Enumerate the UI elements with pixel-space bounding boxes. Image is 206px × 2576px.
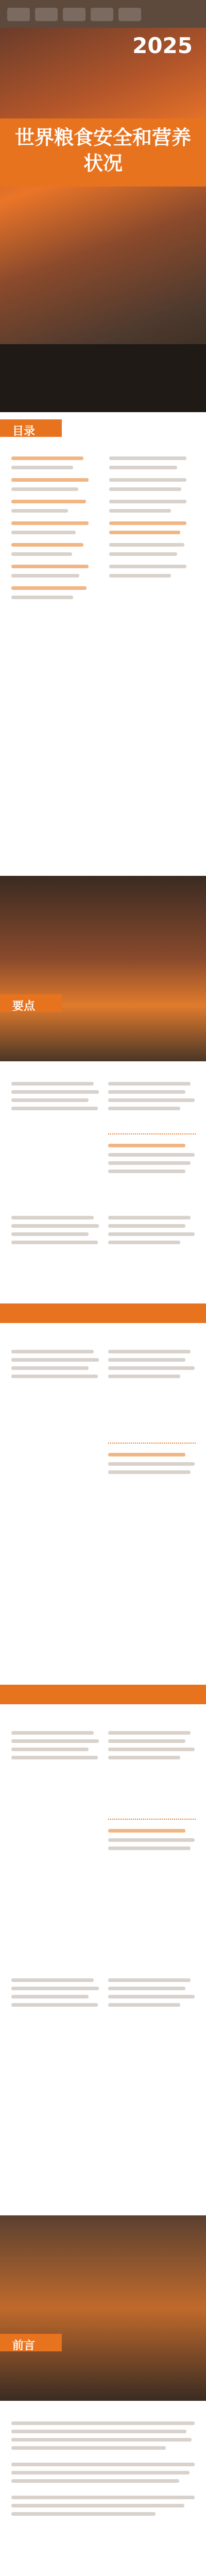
- highlight-ribbon: [0, 1303, 206, 1323]
- key-points-body: [0, 1061, 206, 2215]
- logo: [7, 8, 30, 21]
- logo: [35, 8, 58, 21]
- logo: [91, 8, 113, 21]
- table-of-contents: [0, 412, 206, 876]
- logo: [63, 8, 85, 21]
- cover-title: 世界粮食安全和营养状况: [14, 126, 191, 175]
- key-points-header: [0, 876, 206, 1061]
- logo: [118, 8, 141, 21]
- toc-title: 目录: [12, 425, 36, 438]
- highlight-ribbon: [0, 1685, 206, 1704]
- foreword-title: 前言: [12, 2340, 36, 2352]
- key-points-title: 要点: [12, 1000, 36, 1013]
- cover: [0, 0, 206, 412]
- foreword-body: [0, 2401, 206, 2576]
- cover-footer-band: [0, 344, 206, 412]
- partner-logos: [7, 7, 199, 22]
- cover-year: 2025: [132, 33, 193, 58]
- foreword-header: [0, 2215, 206, 2401]
